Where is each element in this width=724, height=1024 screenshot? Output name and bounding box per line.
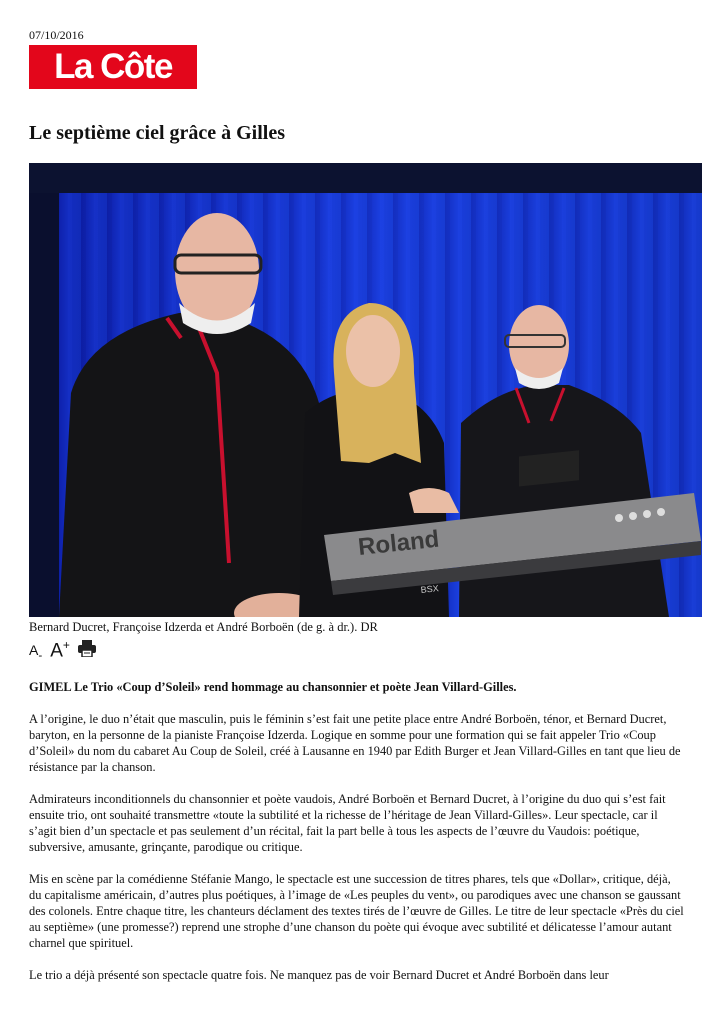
paragraph: Le trio a déjà présenté son spectacle quatre fois. Ne manquez pas de voir Bernard Ducret et André Borboën dans leur	[29, 968, 609, 982]
article-body	[29, 679, 685, 999]
font-decrease-icon[interactable]: $A_-$	[29, 642, 43, 662]
svg-text:Roland: Roland	[356, 525, 441, 561]
publication-date: 07/10/2016	[29, 28, 84, 42]
newspaper-logo: La Côte	[29, 45, 197, 89]
paragraph: Admirateurs inconditionnels du chansonnier et poète vaudois, André Borboën et Bernard Ducret, à l’origine du duo qui s’est fait ensuite trio, ont souhaité transmettre «toute la subtilité et la richesse de l’héritage de Jean Villard-Gilles». Leur spectacle, car il s’agit bien d’un spectacle et pas seulement d’un récital, fait la part belle à tous les aspects de l’œuvre du Vaudois: poétique, subversive, amusante, grinçante, parodique ou critique.	[29, 792, 666, 854]
paragraph: A l’origine, le duo n’était que masculin, puis le féminin s’est fait une petite place entre André Borboën, ténor, et Bernard Ducret, baryton, en la personne de la pianiste Françoise Idzerda. Logique en somme pour une formation qui se fait appeler Trio «Coup d’Soleil» du nom du cabaret Au Coup de Soleil, créé à Lausanne en 1940 par Edith Burger et Jean Villard-Gilles en tant que lieu de résistance par la chanson.	[29, 712, 681, 774]
svg-text:BSX: BSX	[420, 583, 440, 595]
font-increase-icon[interactable]: A+	[50, 637, 70, 661]
article-title: Le septième ciel grâce à Gilles	[29, 122, 286, 144]
print-icon[interactable]	[78, 640, 96, 662]
article-tools	[29, 636, 96, 662]
paragraph: Mis en scène par la comédienne Stéfanie Mango, le spectacle est une succession de titres phares, tels que «Dollar», critique, déjà, du capitalisme américain, d’autres plus poétiques, à l’image de «Les peuples du vent», ou parodiques avec une chanson se gaussant des colonels. Entre chaque titre, les chanteurs déclament des textes tirés de l’œuvre de Gilles. Le titre de leur spectacle «Près du ciel au septième» (une promesse?) reprend une strophe d’une chanson du poète qui évoque avec subtilité et délicatesse l’amour autant charnel que spirituel.	[29, 872, 684, 950]
photo-caption: Bernard Ducret, Françoise Idzerda et André Borboën (de g. à dr.). DR	[29, 620, 378, 634]
article-photo	[29, 163, 702, 617]
article-lead: GIMEL Le Trio «Coup d’Soleil» rend hommage au chansonnier et poète Jean Villard-Gilles.	[29, 680, 517, 694]
